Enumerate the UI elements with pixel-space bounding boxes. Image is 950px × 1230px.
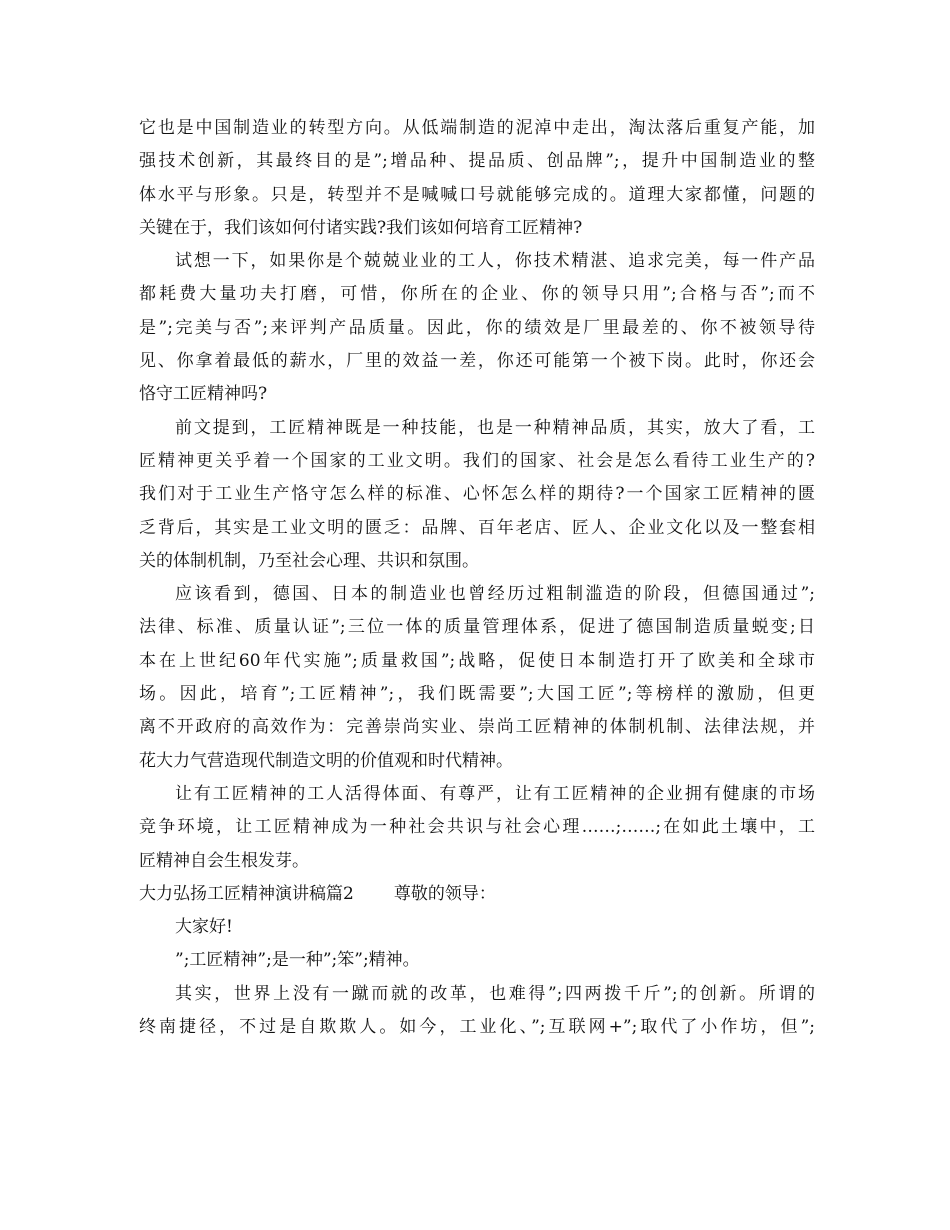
text-line: 是”;完美与否”;来评判产品质量。因此，你的绩效是厂里最差的、你不被领导待 [139,317,815,338]
text-line: 恪守工匠精神吗? [139,384,268,405]
text-line: 都耗费大量功夫打磨，可惜，你所在的企业、你的领导只用”;合格与否”;而不 [139,284,815,305]
text-line: 关键在于，我们该如何付诸实践?我们该如何培育工匠精神? [139,217,583,238]
text-line: 其实，世界上没有一蹴而就的改革，也难得”;四两拨千斤”;的创新。所谓的 [175,983,815,1004]
text-line: 强技术创新，其最终目的是”;增品种、提品质、创品牌”;，提升中国制造业的整 [139,151,815,172]
greeting: 大家好! [175,917,233,938]
text-line: 前文提到，工匠精神既是一种技能，也是一种精神品质，其实，放大了看，工 [175,417,815,438]
text-line: 我们对于工业生产恪守怎么样的标准、心怀怎么样的期待?一个国家工匠精神的匮 [139,484,815,505]
text-line: 关的体制机制，乃至社会心理、共识和氛围。 [139,550,479,571]
text-line: 花大力气营造现代制造文明的价值观和时代精神。 [139,750,513,771]
text-line: 法律、标准、质量认证”;三位一体的质量管理体系，促进了德国制造质量蜕变;日 [139,617,815,638]
text-line: 乏背后，其实是工业文明的匮乏：品牌、百年老店、匠人、企业文化以及一整套相 [139,517,815,538]
section-heading: 大力弘扬工匠精神演讲稿篇2 [139,883,354,904]
section-heading-row [139,878,815,911]
document-body [139,112,815,1044]
text-line: 试想一下，如果你是个兢兢业业的工人，你技术精湛、追求完美，每一件产品 [175,251,815,272]
text-line: 见、你拿着最低的薪水，厂里的效益一差，你还可能第一个被下岗。此时，你还会 [139,351,815,372]
text-line: 匠精神自会生根发芽。 [139,850,309,871]
salutation: 尊敬的领导： [393,883,496,904]
text-line: 本在上世纪60年代实施”;质量救国”;战略，促使日本制造打开了欧美和全球市 [139,650,815,671]
text-line: 应该看到，德国、日本的制造业也曾经历过粗制滥造的阶段，但德国通过”; [175,584,815,605]
text-line: 离不开政府的高效作为：完善崇尚实业、崇尚工匠精神的体制机制、法律法规，并 [139,717,815,738]
text-line: 它也是中国制造业的转型方向。从低端制造的泥淖中走出，淘汰落后重复产能，加 [139,118,815,138]
text-line: 体水平与形象。只是，转型并不是喊喊口号就能够完成的。道理大家都懂，问题的 [139,184,815,205]
text-line: 场。因此，培育”;工匠精神”;，我们既需要”;大国工匠”;等榜样的激励，但更 [139,684,815,705]
text-line: 让有工匠精神的工人活得体面、有尊严，让有工匠精神的企业拥有健康的市场 [175,783,815,804]
text-line: 竞争环境，让工匠精神成为一种社会共识与社会心理……;……;在如此土壤中，工 [139,817,815,838]
quote-line: ”;工匠精神”;是一种”;笨”;精神。 [175,950,420,971]
text-line: 匠精神更关乎着一个国家的工业文明。我们的国家、社会是怎么看待工业生产的? [139,450,815,471]
text-line: 终南捷径，不过是自欺欺人。如今，工业化、”;互联网+”;取代了小作坊，但”; [139,1017,815,1038]
